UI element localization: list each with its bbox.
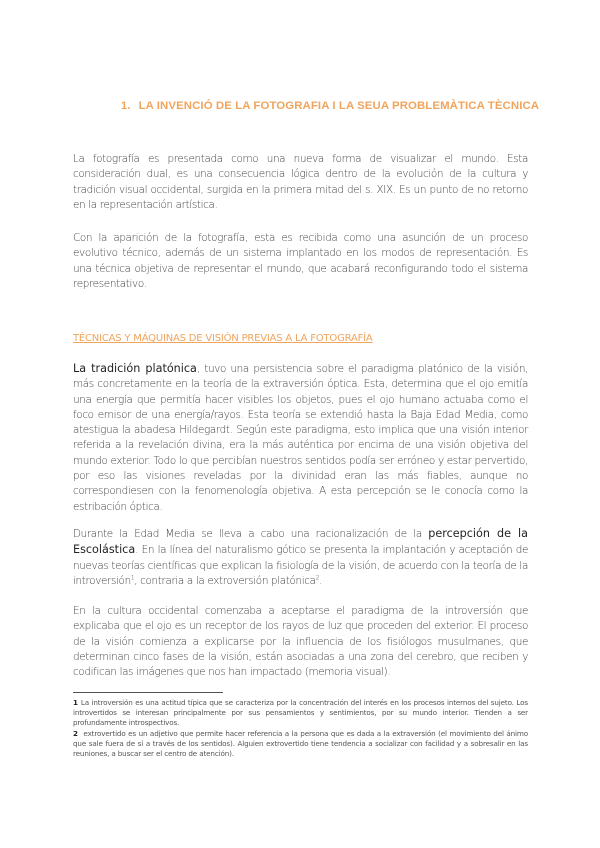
paragraph-scholastic-mid: . En la línea del naturalismo gótico se presenta la implantación y aceptación de nuevas teorías científicas que explican la fisiología de la visión, de acuerdo con la teoría de la introversión [73,544,528,587]
footnote-ref-2[interactable]: 2 [315,574,320,582]
paragraph-scholastic-pre: Durante la Edad Media se lleva a cabo una racionalización de la [73,528,429,540]
paragraph-technical: Con la aparición de la fotografía, esta es recibida como una asunción de un proceso evolutivo técnico, además de un sistema implantado en los modos de representación. Es una técnica objetiva de representar el mundo, que acabará reconfigurando todo el sistema representativo. [73,232,528,290]
footnote-text: extrovertido es un adjetivo que permite hacer referencia a la persona que es dada a la extraversión (el movimiento del ánimo que sale fuera de sí a través de los sentidos). Alguien extrovertido tiene tendencia a socializar con facilidad y a sobresalir en las reuniones, a buscar ser el centro de atención). [73,729,528,759]
footnote-number: 2 [73,729,78,738]
chapter-title: LA INVENCIÓ DE LA FOTOGRAFIA I LA SEUA PROBLEMÀTICA TÈCNICA [138,100,540,112]
term-platonic: La tradición platónica [73,362,197,375]
paragraph-platonic-text: , tuvo una persistencia sobre el paradigma platónico de la visión, más concretamente en la teoría de la extraversión óptica. Esta, determina que el ojo emitía una energía que permitía hacer visibles los objetos, pues el ojo humano actuaba como el foco emisor de una energía/rayos. Esta teoría se extendió hasta la Baja Edad Media, como atestigua la abadesa Hildegardt. Según este paradigma, esto implica que una visión interior referida a la revelación divina, era la más auténtica por encima de una visión objetiva del mundo exterior. Todo lo que percibían nuestros sentidos podía ser erróneo y estar pervertido, por eso las visiones reveladas por la divinidad eran las más fiables, aunque no correspondiesen con la fenomenología objetiva. A esta percepción se le conocía como la estribación óptica. [73,363,529,513]
paragraph-occidental: En la cultura occidental comenzaba a aceptarse el paradigma de la introversión que explicaba que el ojo es un receptor de los rayos de luz que proceden del exterior. El proceso de la visión comienza a explicarse por la influencia de los fisiólogos musulmanes, que determinan cinco fases de la visión, están asociadas a una zona del cerebro, que reciben y codifican las imágenes que nos han impactado (memoria visual). [73,605,528,679]
paragraph-scholastic-end: . [319,574,323,587]
footnote-number: 1 [73,698,78,707]
footnote-ref-1[interactable]: 1 [130,574,135,582]
footnote-1 [73,698,528,729]
footnote-2 [73,729,528,760]
paragraph-scholastic [73,526,528,589]
term-scholastic: percepción de la Escolástica [73,527,528,557]
chapter-heading [120,97,540,116]
footnote-divider [73,692,223,693]
paragraph-platonic [73,361,528,515]
chapter-number: 1. [120,100,131,112]
footnote-text: La introversión es una actitud típica que se caracteriza por la concentración del interés en los procesos internos del sujeto. Los introvertidos se interesan principalmente por sus pensamientos y sentimientos, por su mundo interior. Tienden a ser profundamente introspectivos. [73,698,528,728]
paragraph-intro: La fotografía es presentada como una nueva forma de visualizar el mundo. Esta consideración dual, es una consecuencia lógica dentro de la evolución de la cultura y tradición visual occidental, surgida en la primera mitad del s. XIX. Es un punto de no retorno en la representación artística. [73,153,528,211]
paragraph-scholastic-mid2: , contraria a la extroversión platónica [134,574,316,587]
section-title: TÉCNICAS Y MÁQUINAS DE VISIÓN PREVIAS A LA FOTOGRAFÍA [73,333,373,344]
